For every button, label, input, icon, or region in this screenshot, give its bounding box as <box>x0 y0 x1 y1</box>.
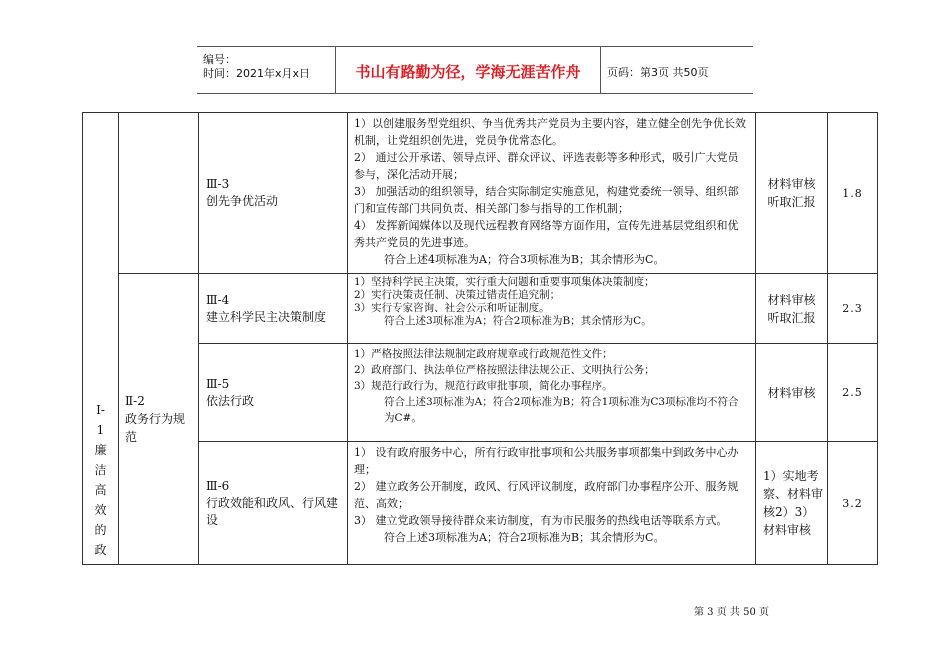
item-cell <box>199 344 348 442</box>
table-row <box>83 274 878 344</box>
item-cell <box>199 442 348 565</box>
table-row <box>83 442 878 565</box>
standards-cell <box>348 442 756 565</box>
method-line: 听取汇报 <box>767 195 816 209</box>
standard-line: 3） 加强活动的组织领导，结合实际制定实施意见，构建党委统一领导、组织部门和宣传部门共同负责、相关部门参与指导的工作机制； <box>354 185 739 215</box>
item-code: Ⅲ-6 <box>206 478 230 493</box>
document-number-label: 编号： <box>203 53 236 66</box>
page-footer: 第 3 页 共 50 页 <box>694 607 769 618</box>
standards-cell <box>348 274 756 344</box>
method-cell <box>756 442 828 565</box>
item-code: Ⅲ-4 <box>206 292 230 307</box>
method-line: 听取汇报 <box>767 310 816 325</box>
item-cell <box>199 274 348 344</box>
method-cell <box>756 344 828 442</box>
rating-rule: 符合上述3项标准为A；符合2项标准为B；符合1项标准为C3项标准均不符合为C#。 <box>384 396 739 424</box>
level1-name: 廉洁高效的政 <box>94 443 107 557</box>
standard-line: 3）规范行政行为，规范行政审批事项，简化办事程序。 <box>354 380 613 392</box>
level2-name: 政务行为规范 <box>125 412 186 444</box>
item-code: Ⅲ-5 <box>206 376 230 391</box>
method-cell <box>756 274 828 344</box>
item-cell <box>199 113 348 274</box>
score-cell: 1.8 <box>828 113 878 274</box>
rating-rule: 符合上述3项标准为A；符合2项标准为B；其余情形为C。 <box>384 531 665 544</box>
method-line: 材料审核 <box>767 292 816 307</box>
standard-line: 2） 通过公开承诺、领导点评、群众评议、评选表彰等多种形式，吸引广大党员参与，深化活动开展； <box>354 151 739 181</box>
table-row <box>83 113 878 274</box>
standard-line: 1）坚持科学民主决策，实行重大问题和重要事项集体决策制度； <box>354 276 655 288</box>
header-motto-cell <box>336 47 601 93</box>
header-meta-cell <box>197 47 336 93</box>
standards-cell <box>348 344 756 442</box>
table-row <box>83 344 878 442</box>
standard-line: 2）实行决策责任制、决策过错责任追究制； <box>354 289 561 301</box>
score-cell: 3.2 <box>828 442 878 565</box>
motto-text: 书山有路勤为径，学海无涯苦作舟 <box>355 63 581 81</box>
standard-line: 1） 设有政府服务中心，所有行政审批事项和公共服务事项都集中到政务中心办理； <box>354 446 739 476</box>
standard-line: 4） 发挥新闻媒体以及现代远程教育网络等方面作用，宣传先进基层党组织和优秀共产党员的先进事迹。 <box>354 219 739 249</box>
level2-cell-empty <box>119 113 199 274</box>
item-name: 建立科学民主决策制度 <box>206 309 327 324</box>
item-name: 创先争优活动 <box>206 194 279 208</box>
standard-line: 3） 建立党政领导接待群众来访制度，有为市民服务的热线电话等联系方式。 <box>354 514 728 527</box>
score-cell: 2.5 <box>828 344 878 442</box>
method-line: 材料审核 <box>767 177 816 191</box>
method-cell <box>756 113 828 274</box>
level2-code: Ⅱ-2 <box>125 394 145 408</box>
level1-code: I-1 <box>96 403 105 437</box>
item-code: Ⅲ-3 <box>206 177 230 191</box>
header-page-cell <box>601 47 753 93</box>
item-name: 行政效能和政风、行风建设 <box>206 495 339 527</box>
header-page-code: 页码：第3页 共50页 <box>607 66 709 79</box>
rating-rule: 符合上述3项标准为A；符合2项标准为B；其余情形为C。 <box>384 315 652 327</box>
standard-line: 3）实行专家咨询、社会公示和听证制度。 <box>354 302 550 314</box>
level1-cell <box>83 113 119 565</box>
item-name: 依法行政 <box>206 393 255 408</box>
standards-cell <box>348 113 756 274</box>
method-line: 1）实地考察、材料审核2）3）材料审核 <box>763 469 824 537</box>
standard-line: 1）严格按照法律法规制定政府规章或行政规范性文件； <box>354 348 613 360</box>
document-date: 时间：2021年x月x日 <box>203 67 311 80</box>
standard-line: 2） 建立政务公开制度，政风、行风评议制度，政府部门办事程序公开、服务规范、高效； <box>354 480 739 510</box>
standard-line: 1）以创建服务型党组织、争当优秀共产党员为主要内容，建立健全创先争优长效机制，让党组织创先进，党员争优常态化。 <box>354 117 746 147</box>
method-line: 材料审核 <box>767 385 816 400</box>
level2-cell <box>119 274 199 565</box>
page-header <box>197 46 753 94</box>
score-cell: 2.3 <box>828 274 878 344</box>
evaluation-table <box>82 112 878 565</box>
rating-rule: 符合上述4项标准为A；符合3项标准为B；其余情形为C。 <box>384 253 665 266</box>
standard-line: 2）政府部门、执法单位严格按照法律法规公正、文明执行公务； <box>354 364 655 376</box>
